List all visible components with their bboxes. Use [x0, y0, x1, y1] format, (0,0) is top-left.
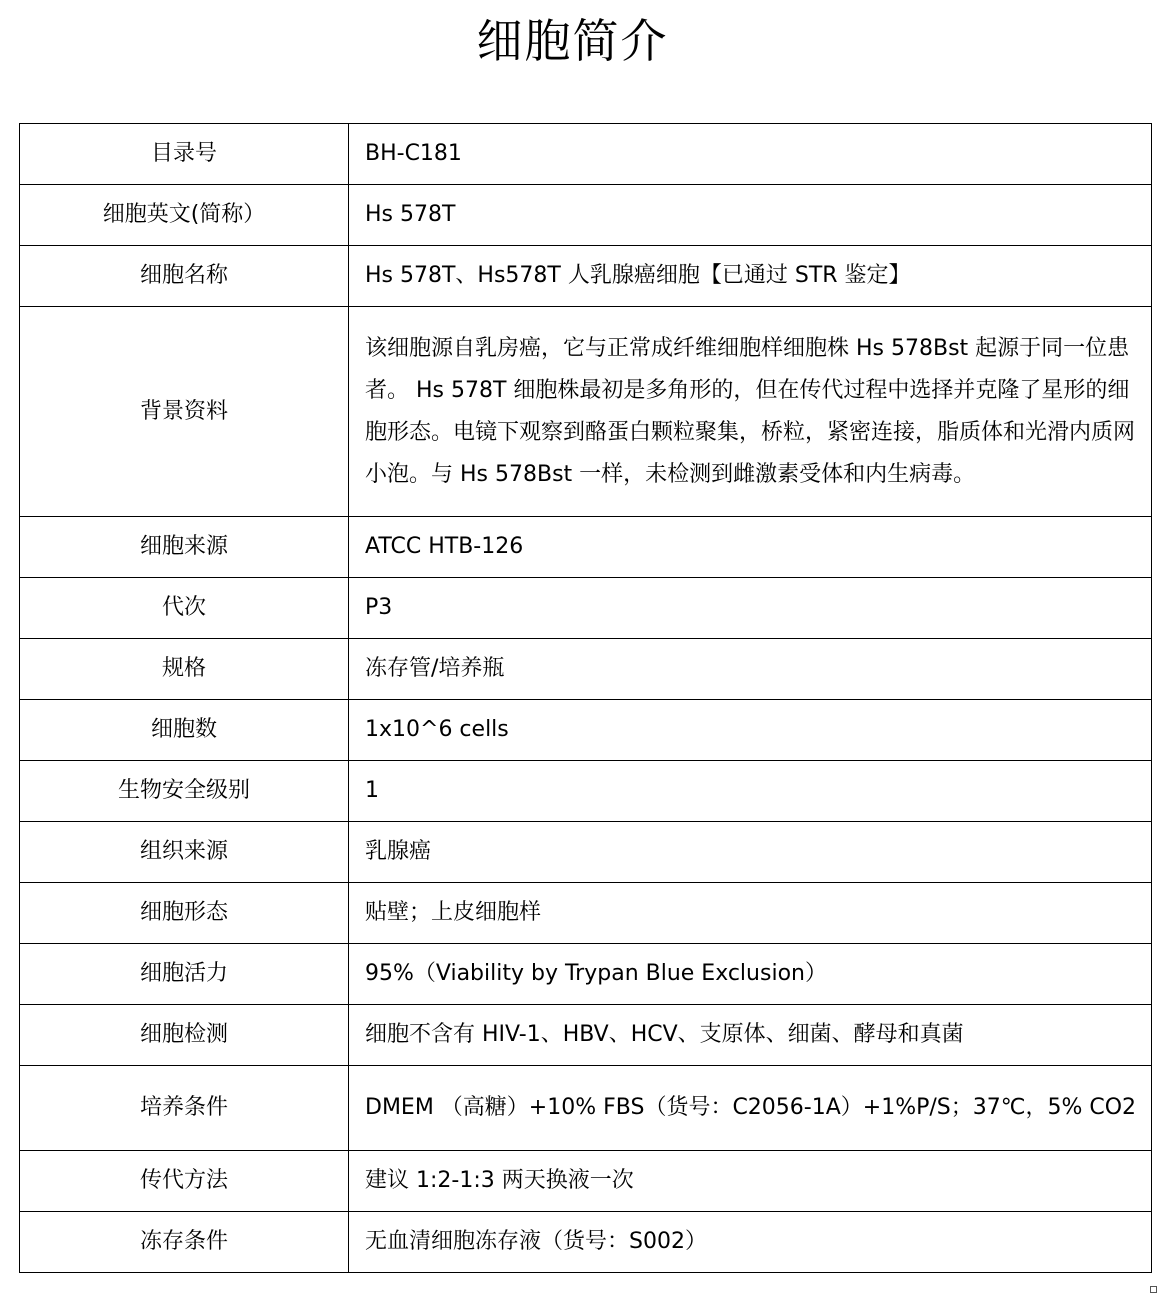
row-label: 规格 [20, 639, 349, 700]
page-title: 细胞简介 [476, 14, 669, 68]
row-label: 细胞形态 [20, 883, 349, 944]
table-row-biosafety-level [20, 761, 1152, 822]
table-row-viability [20, 944, 1152, 1005]
table-row-background [20, 307, 1152, 517]
table-row-passage [20, 578, 1152, 639]
row-label: 细胞名称 [20, 246, 349, 307]
row-value: 建议 1:2-1:3 两天换液一次 [349, 1151, 1152, 1212]
table-row-specification [20, 639, 1152, 700]
table-row-cell-count [20, 700, 1152, 761]
row-label: 目录号 [20, 124, 349, 185]
table-row-source [20, 517, 1152, 578]
row-value: 无血清细胞冻存液（货号：S002） [349, 1212, 1152, 1273]
row-value: ATCC HTB-126 [349, 517, 1152, 578]
row-label: 细胞数 [20, 700, 349, 761]
table-row-catalog-number [20, 124, 1152, 185]
row-label: 背景资料 [20, 307, 349, 517]
table-row-english-name [20, 185, 1152, 246]
cell-info-table [19, 123, 1152, 1273]
row-value: DMEM （高糖）+10% FBS（货号：C2056-1A）+1%P/S；37℃，5% CO2 [349, 1066, 1152, 1151]
table-row-morphology [20, 883, 1152, 944]
row-value: 贴壁；上皮细胞样 [349, 883, 1152, 944]
table-row-passage-method [20, 1151, 1152, 1212]
row-value: BH-C181 [349, 124, 1152, 185]
row-label: 传代方法 [20, 1151, 349, 1212]
row-value: 1x10^6 cells [349, 700, 1152, 761]
row-label: 组织来源 [20, 822, 349, 883]
table-row-tissue-source [20, 822, 1152, 883]
row-value: 乳腺癌 [349, 822, 1152, 883]
row-label: 细胞英文(简称） [20, 185, 349, 246]
row-value: 冻存管/培养瓶 [349, 639, 1152, 700]
table-row-culture-conditions [20, 1066, 1152, 1151]
row-label: 冻存条件 [20, 1212, 349, 1273]
row-label: 代次 [20, 578, 349, 639]
row-value: Hs 578T、Hs578T 人乳腺癌细胞【已通过 STR 鉴定】 [349, 246, 1152, 307]
table-row-freezing-conditions [20, 1212, 1152, 1273]
row-value: 1 [349, 761, 1152, 822]
row-label: 细胞活力 [20, 944, 349, 1005]
row-label: 培养条件 [20, 1066, 349, 1151]
row-value: P3 [349, 578, 1152, 639]
corner-resize-marker [1150, 1286, 1157, 1293]
row-value: Hs 578T [349, 185, 1152, 246]
table-row-testing [20, 1005, 1152, 1066]
row-label: 细胞检测 [20, 1005, 349, 1066]
row-value: 95%（Viability by Trypan Blue Exclusion） [349, 944, 1152, 1005]
table-row-cell-name [20, 246, 1152, 307]
row-value: 该细胞源自乳房癌，它与正常成纤维细胞样细胞株 Hs 578Bst 起源于同一位患者。 Hs 578T 细胞株最初是多角形的，但在传代过程中选择并克隆了星形的细胞形态。电镜下观察到酪蛋白颗粒聚集，桥粒，紧密连接，脂质体和光滑内质网小泡。与 Hs 578Bst 一样，未检测到雌激素受体和内生病毒。 [349, 307, 1152, 517]
row-label: 生物安全级别 [20, 761, 349, 822]
row-value: 细胞不含有 HIV-1、HBV、HCV、支原体、细菌、酵母和真菌 [349, 1005, 1152, 1066]
row-label: 细胞来源 [20, 517, 349, 578]
